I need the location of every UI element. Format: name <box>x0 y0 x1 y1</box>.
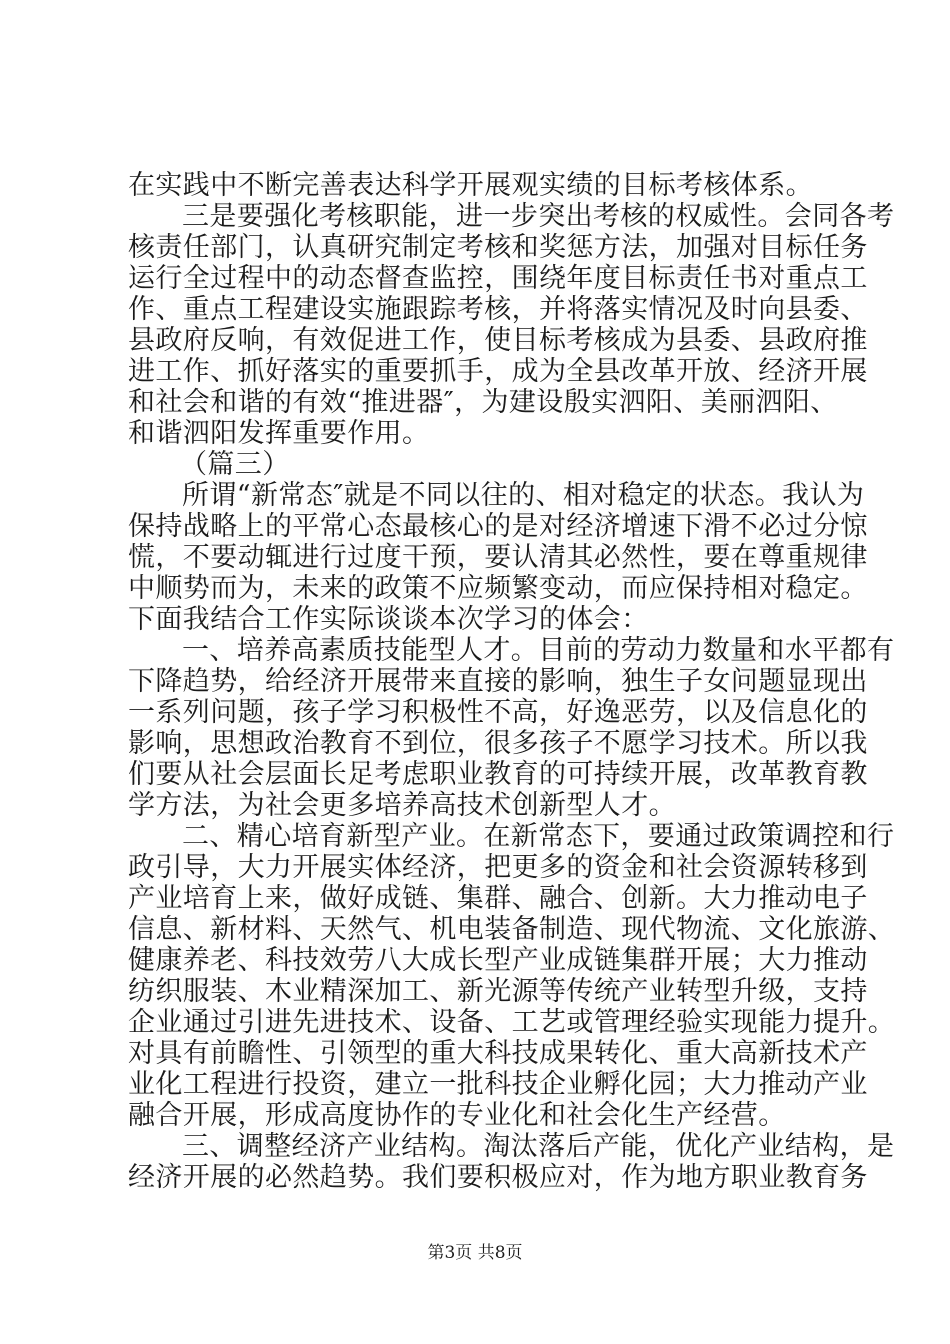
text-line: 保持战略上的平常心态最核心的是对经济增速下滑不必过分惊 <box>128 511 868 542</box>
text-line: 业化工程进行投资，建立一批科技企业孵化园；大力推动产业 <box>128 1069 868 1100</box>
text-line: 作、重点工程建设实施跟踪考核，并将落实情况及时向县委、 <box>128 294 868 325</box>
text-line: 核责任部门，认真研究制定考核和奖惩方法，加强对目标任务 <box>128 232 868 263</box>
text-line: 融合开展，形成高度协作的专业化和社会化生产经营。 <box>128 1100 786 1131</box>
section-heading: （篇三） <box>180 449 290 480</box>
text-line: 县政府反响，有效促进工作，使目标考核成为县委、县政府推 <box>128 325 868 356</box>
text-line: 健康养老、科技效劳八大成长型产业成链集群开展；大力推动 <box>128 945 868 976</box>
text-line: 进工作、抓好落实的重要抓手，成为全县改革开放、经济开展 <box>128 356 868 387</box>
text-line: 信息、新材料、天然气、机电装备制造、现代物流、文化旅游、 <box>128 914 896 945</box>
text-line: 政引导，大力开展实体经济，把更多的资金和社会资源转移到 <box>128 852 868 883</box>
text-line: 影响，思想政治教育不到位，很多孩子不愿学习技术。所以我 <box>128 728 868 759</box>
document-body <box>128 170 896 1193</box>
text-line: 和谐泗阳发挥重要作用。 <box>128 418 430 449</box>
text-line: 企业通过引进先进技术、设备、工艺或管理经验实现能力提升。 <box>128 1007 896 1038</box>
text-line: 所谓“新常态″就是不同以往的、相对稳定的状态。我认为 <box>182 480 865 511</box>
text-line: 一系列问题，孩子学习积极性不高，好逸恶劳，以及信息化的 <box>128 697 868 728</box>
text-line: 中顺势而为，未来的政策不应频繁变动，而应保持相对稳定。 <box>128 573 868 604</box>
text-line: 下面我结合工作实际谈谈本次学习的体会： <box>128 604 649 635</box>
text-line: 学方法，为社会更多培养高技术创新型人才。 <box>128 790 676 821</box>
text-line: 慌，不要动辄进行过度干预，要认清其必然性，要在尊重规律 <box>128 542 868 573</box>
text-line: 纺织服装、木业精深加工、新光源等传统产业转型升级，支持 <box>128 976 868 1007</box>
text-line: 下降趋势，给经济开展带来直接的影响，独生子女问题显现出 <box>128 666 868 697</box>
text-line: 产业培育上来，做好成链、集群、融合、创新。大力推动电子 <box>128 883 868 914</box>
text-line: 们要从社会层面长足考虑职业教育的可持续开展，改革教育教 <box>128 759 868 790</box>
text-line: 一、培养高素质技能型人才。目前的劳动力数量和水平都有 <box>182 635 895 666</box>
text-line: 对具有前瞻性、引领型的重大科技成果转化、重大高新技术产 <box>128 1038 868 1069</box>
text-line: 在实践中不断完善表达科学开展观实绩的目标考核体系。 <box>128 170 813 201</box>
text-line: 经济开展的必然趋势。我们要积极应对，作为地方职业教育务 <box>128 1162 868 1193</box>
text-line: 二、精心培育新型产业。在新常态下，要通过政策调控和行 <box>182 821 895 852</box>
page-footer: 第3页 共8页 <box>427 1243 523 1263</box>
text-line: 和社会和谐的有效“推进器″，为建设殷实泗阳、美丽泗阳、 <box>128 387 838 418</box>
text-line: 三是要强化考核职能，进一步突出考核的权威性。会同各考 <box>182 201 895 232</box>
text-line: 三、调整经济产业结构。淘汰落后产能，优化产业结构，是 <box>182 1131 895 1162</box>
text-line: 运行全过程中的动态督查监控，围绕年度目标责任书对重点工 <box>128 263 868 294</box>
